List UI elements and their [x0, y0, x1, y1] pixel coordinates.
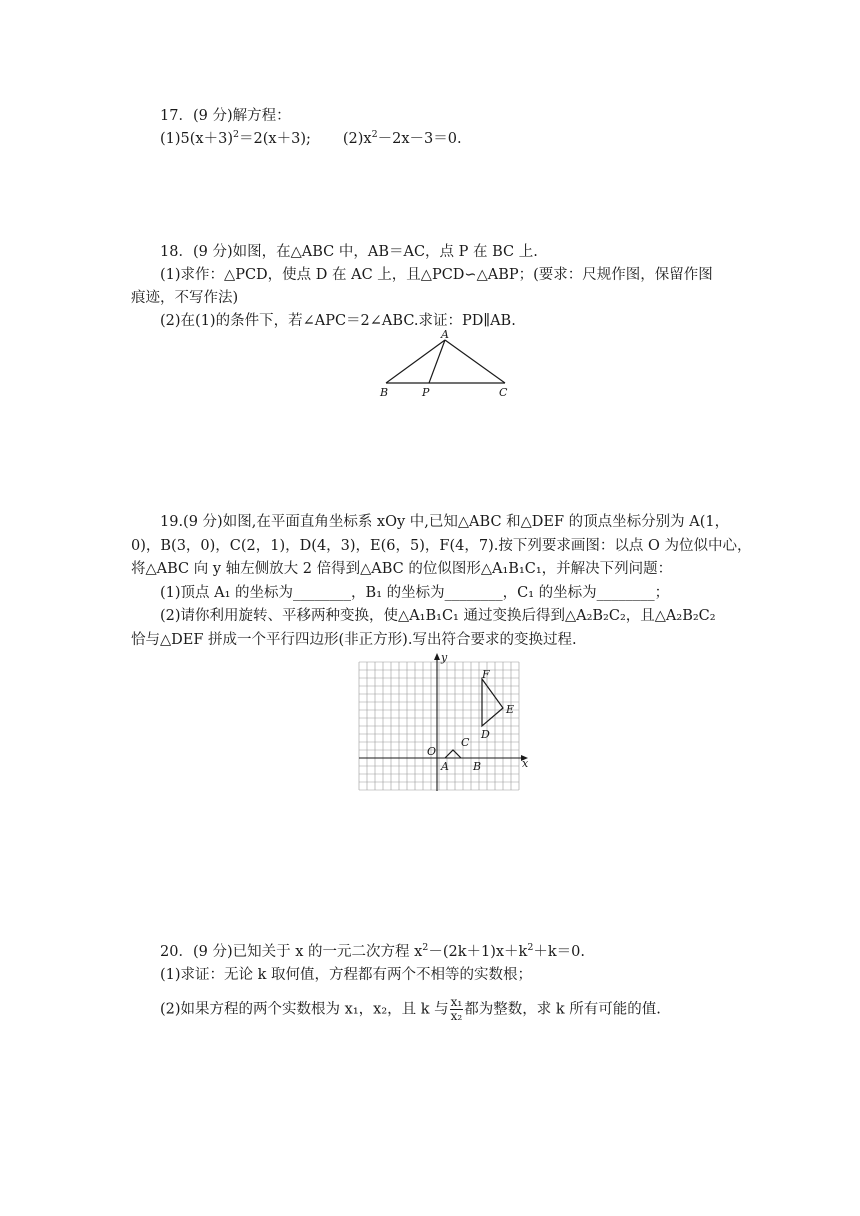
q20-line2: (1)求证：无论 k 取何值，方程都有两个不相等的实数根；	[160, 967, 533, 983]
q18-part1-line1: (1)求作：△PCD，使点 D 在 AC 上，且△PCD∽△ABP；(要求：尺规作图，保留作图	[160, 267, 713, 283]
grid-label-d: D	[481, 728, 490, 741]
q19-line5: (2)请你利用旋转、平移两种变换，使△A₁B₁C₁ 通过变换后得到△A₂B₂C₂，且△A₂B₂C₂	[160, 608, 716, 624]
grid-label-o: O	[427, 745, 437, 758]
y-axis-arrow	[434, 653, 440, 660]
q19-line1: 19.(9 分)如图,在平面直角坐标系 xOy 中,已知△ABC 和△DEF 的顶点坐标分别为 A(1，	[160, 514, 730, 530]
q19-line3: 将△ABC 向 y 轴左侧放大 2 倍得到△ABC 的位似图形△A₁B₁C₁，并解决下列问题：	[131, 561, 673, 577]
q18-header: 18．(9 分)如图，在△ABC 中，AB＝AC，点 P 在 BC 上.	[160, 244, 538, 260]
grid-label-c: C	[461, 736, 470, 749]
q20-fraction: $\frac{\text{x₁}}{\text{x₂}}$	[450, 995, 463, 1023]
q17-eq2: $(2)x^2-2x-3=0$.	[342, 129, 462, 147]
grid-label-e: E	[506, 703, 515, 716]
q19-line4: (1)顶点 A₁ 的坐标为________，B₁ 的坐标为________，C₁ 的坐标为________；	[160, 585, 670, 601]
q18-label-c: C	[499, 386, 508, 399]
q19-coordinate-grid	[350, 650, 540, 795]
grid-label-x: x	[522, 757, 529, 770]
grid-lines	[359, 662, 519, 790]
q18-triangle-figure	[370, 328, 520, 400]
q18-label-a: A	[441, 328, 449, 341]
q18-label-p: P	[422, 386, 430, 399]
triangle-abc	[445, 750, 461, 758]
q18-part2: (2)在(1)的条件下，若∠APC＝2∠ABC.求证：PD∥AB.	[160, 313, 516, 329]
grid-label-y: y	[441, 651, 448, 664]
q17-header: 17．(9 分)解方程：	[160, 108, 291, 124]
q17-equations	[160, 129, 462, 149]
q20-line3: (2)如果方程的两个实数根为 x₁，x₂，且 k 与 $\frac{\text{x₁}}{\text{x₂}}$ 都为整数，求 k 所有可能的值.	[160, 995, 661, 1023]
q19-line6: 恰与△DEF 拼成一个平行四边形(非正方形).写出符合要求的变换过程.	[131, 632, 577, 648]
q18-label-b: B	[380, 386, 389, 399]
grid-label-f: F	[482, 668, 490, 681]
q20-line1: 20．(9 分)已知关于 x 的一元二次方程 $x^2-(2k+1)x+k^2+k=0$.	[160, 942, 586, 960]
grid-label-b: B	[473, 760, 482, 773]
grid-label-a: A	[441, 760, 449, 773]
q17-eq1: $(1)5(x+3)^2=2(x+3)$;	[160, 129, 311, 147]
q19-line2: 0)，B(3，0)，C(2，1)，D(4，3)，E(6，5)，F(4，7).按下列要求画图：以点 O 为位似中心，	[131, 538, 752, 554]
q18-part1-line2: 痕迹，不写作法)	[131, 290, 239, 306]
